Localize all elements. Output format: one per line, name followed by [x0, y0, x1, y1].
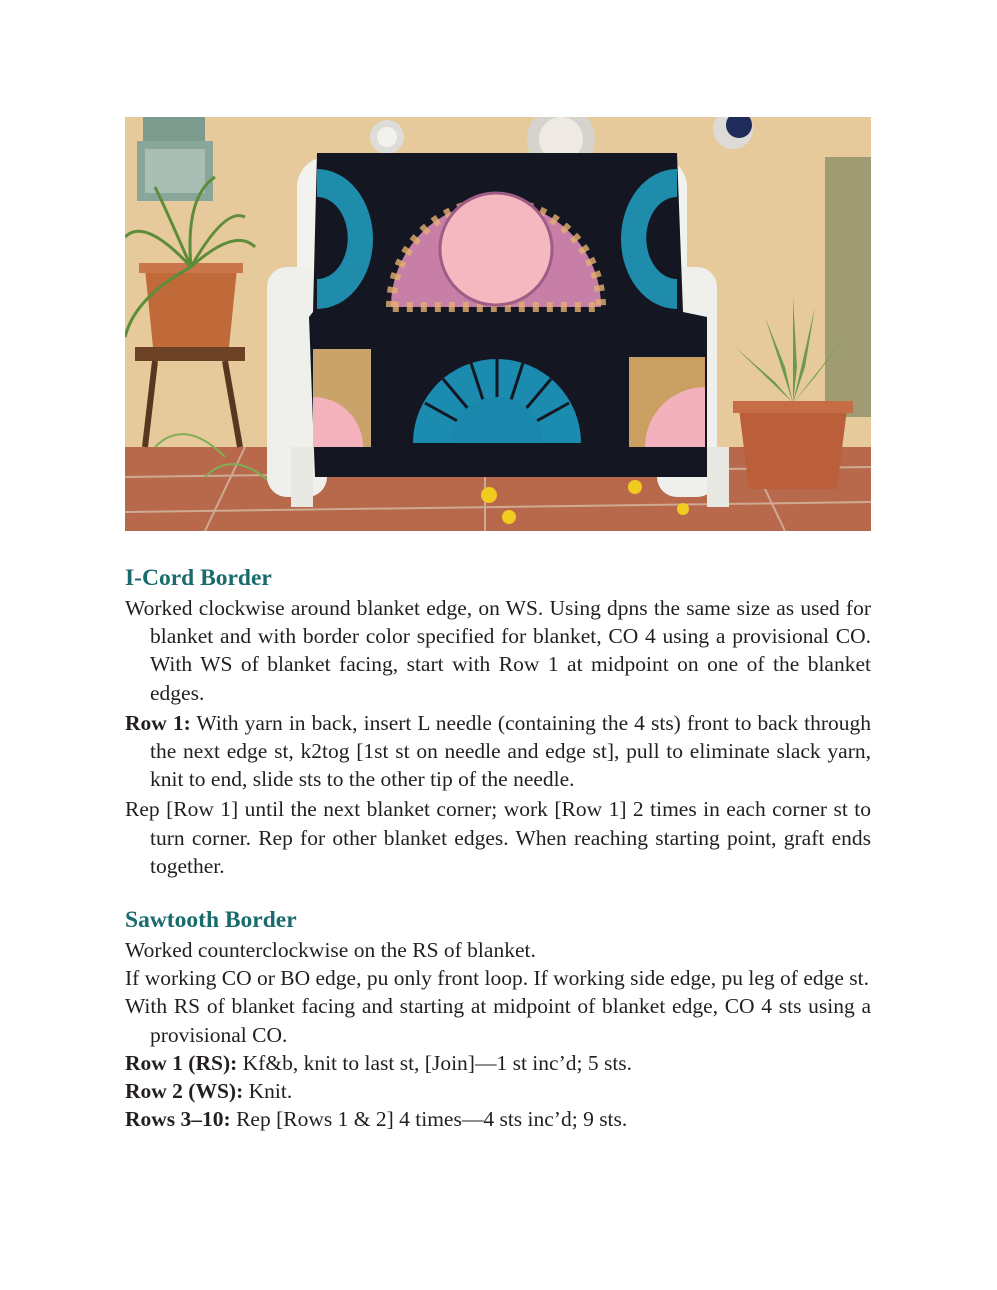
icord-border-heading: I-Cord Border	[125, 565, 272, 591]
row-text: With yarn in back, insert L needle (containing the 4 sts) front to back through the next edge st, k2tog [1st st on needle and edge st], pull to eliminate slack yarn, knit to end, slide sts to the other tip of the needle.	[150, 710, 871, 792]
sawtooth-rows-3-10	[125, 1105, 871, 1133]
icord-row-1	[125, 709, 871, 794]
sawtooth-p2: If working CO or BO edge, pu only front loop. If working side edge, pu leg of edge st.	[125, 966, 869, 991]
sawtooth-row-2	[125, 1077, 871, 1105]
sun-plaque-icon	[370, 120, 404, 154]
sawtooth-p1: Worked counterclockwise on the RS of blanket.	[125, 938, 536, 963]
blanket-photo	[125, 117, 871, 531]
icord-intro: Worked clockwise around blanket edge, on WS. Using dpns the same size as used for blanket and with border color specified for blanket, CO 4 using a provisional CO. With WS of blanket facing, start with Row 1 at midpoint on one of the blanket edges.	[125, 596, 871, 705]
row-label: Row 1 (RS):	[125, 1050, 238, 1075]
sawtooth-row-1	[125, 1049, 871, 1077]
row-text: Kf&b, knit to last st, [Join]—1 st inc’d; 5 sts.	[237, 1050, 633, 1075]
pattern-text	[125, 562, 871, 1133]
icord-repeat: Rep [Row 1] until the next blanket corner; work [Row 1] 2 times in each corner st to turn corner. Rep for other blanket edges. When reaching starting point, graft ends together.	[125, 797, 871, 878]
row-text: Knit.	[243, 1079, 293, 1104]
row-label: Row 1:	[125, 710, 191, 735]
sawtooth-section	[125, 904, 871, 1133]
row-text: Rep [Rows 1 & 2] 4 times—4 sts inc’d; 9 sts.	[230, 1107, 628, 1132]
row-label: Rows 3–10:	[125, 1107, 231, 1132]
sawtooth-border-heading: Sawtooth Border	[125, 907, 297, 934]
sawtooth-p3: With RS of blanket facing and starting at midpoint of blanket edge, CO 4 sts using a provisional CO.	[125, 994, 871, 1047]
row-label: Row 2 (WS):	[125, 1079, 244, 1104]
